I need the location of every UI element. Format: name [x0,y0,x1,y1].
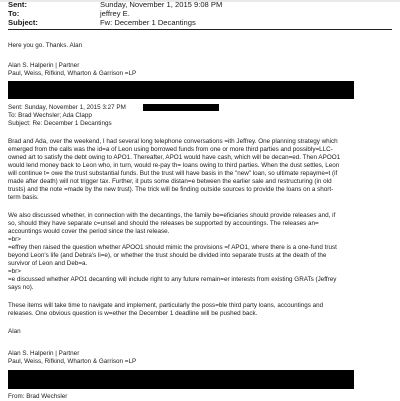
body-line: These items will take time to navigate and implement, particularly the poss=ble third party loans, accountings and [8,302,324,309]
header-subject-value: Fw: December 1 Decantings [100,18,196,27]
signoff-line: Alan [8,328,21,335]
signature-name-line: Alan S. Halperin | Partner [8,350,80,357]
body-line: would lend money back to Leon who, in turn, would re-pay th= loans owing to third parties. When the dust settles, Leon [8,162,340,169]
body-line: beyond Leon's life (and Debra's li=e), or whether the trust should be divided into separate trusts at the death of the [8,252,327,259]
forwarded-subject-line: Subject: Re: December 1 Decantings [8,120,112,127]
forwarded-sent-line: Sent: Sunday, November 1, 2015 3:27 PM [8,104,126,111]
greeting-line: Here you go. Thanks. Alan [8,42,83,49]
footer-from-line: From: Brad Wechsler [8,393,68,400]
header-to-value: jeffrey E. [100,9,130,18]
body-line: so, should they have separate c=unsel and should the releases be supported by accountings. The releases an= [8,220,319,227]
body-line: We also discussed whether, in connection with the decantings, the family be=eficiaries should provide releases and, if [8,212,336,219]
header-subject-row [8,18,196,27]
header-sent-value: Sunday, November 1, 2015 9:08 PM [100,0,223,9]
redaction-inline [143,104,219,111]
body-line: says no). [8,284,34,291]
header-subject-label: Subject: [8,18,38,27]
body-line: made after death) will not trigger tax. Further, it puts some distan=e between the earlier sale and restructuring (in old [8,178,332,185]
body-line: trusts) and the note =made by the new trust). The trick will be finding outside sources to provide the loans on a short- [8,186,334,193]
body-line: releases. One obvious question is w=ether the December 1 deadline will be pushed back. [8,310,258,317]
body-line: =br> [8,236,21,243]
body-line: accountings would cover the period since the last release. [8,228,170,235]
body-line: =effrey then raised the question whether APOO1 should mimic the provisions =f APO1, where there is a one-fund trust [8,244,337,251]
signature-name-line: Alan S. Halperin | Partner [8,62,80,69]
redaction-block [8,81,354,99]
header-to-row [8,9,130,18]
body-line: owned art to satisfy the debt owing to APO1. Thereafter, APO1 would have cash, which will be decan=ed. Then APOO1 [8,154,341,161]
header-to-label: To: [8,9,20,18]
signature-firm-line: Paul, Weiss, Rifkind, Wharton & Garrison =LP [8,358,137,365]
header-sent-label: Sent: [8,0,27,9]
body-line: term basis. [8,194,39,201]
body-line: emerged from the calls was the id=a of Leon using borrowed funds from one or more third parties and possibly=LLC- [8,146,333,153]
body-line: will continue t= owe the trust substantial funds. But the trust will have basis in the "new" loan, so ultimate repayme=t (if [8,170,338,177]
signature-firm-line: Paul, Weiss, Rifkind, Wharton & Garrison =LP [8,70,137,77]
redaction-block [8,370,354,389]
body-line: =br> [8,268,21,275]
header-divider [8,29,392,30]
forwarded-to-line: To: Brad Wechsler; Ada Clapp [8,112,92,119]
body-line: Brad and Ada, over the weekend, I had several long telephone conversations =ith Jeffrey. One planning strategy which [8,138,338,145]
header-sent-row [8,0,222,9]
body-line: =e discussed whether APO1 decanting will include right to any future remain=er interests from existing GRATs (Jeffrey [8,276,337,283]
body-line: survivor of Leon and Deb=a. [8,260,88,267]
